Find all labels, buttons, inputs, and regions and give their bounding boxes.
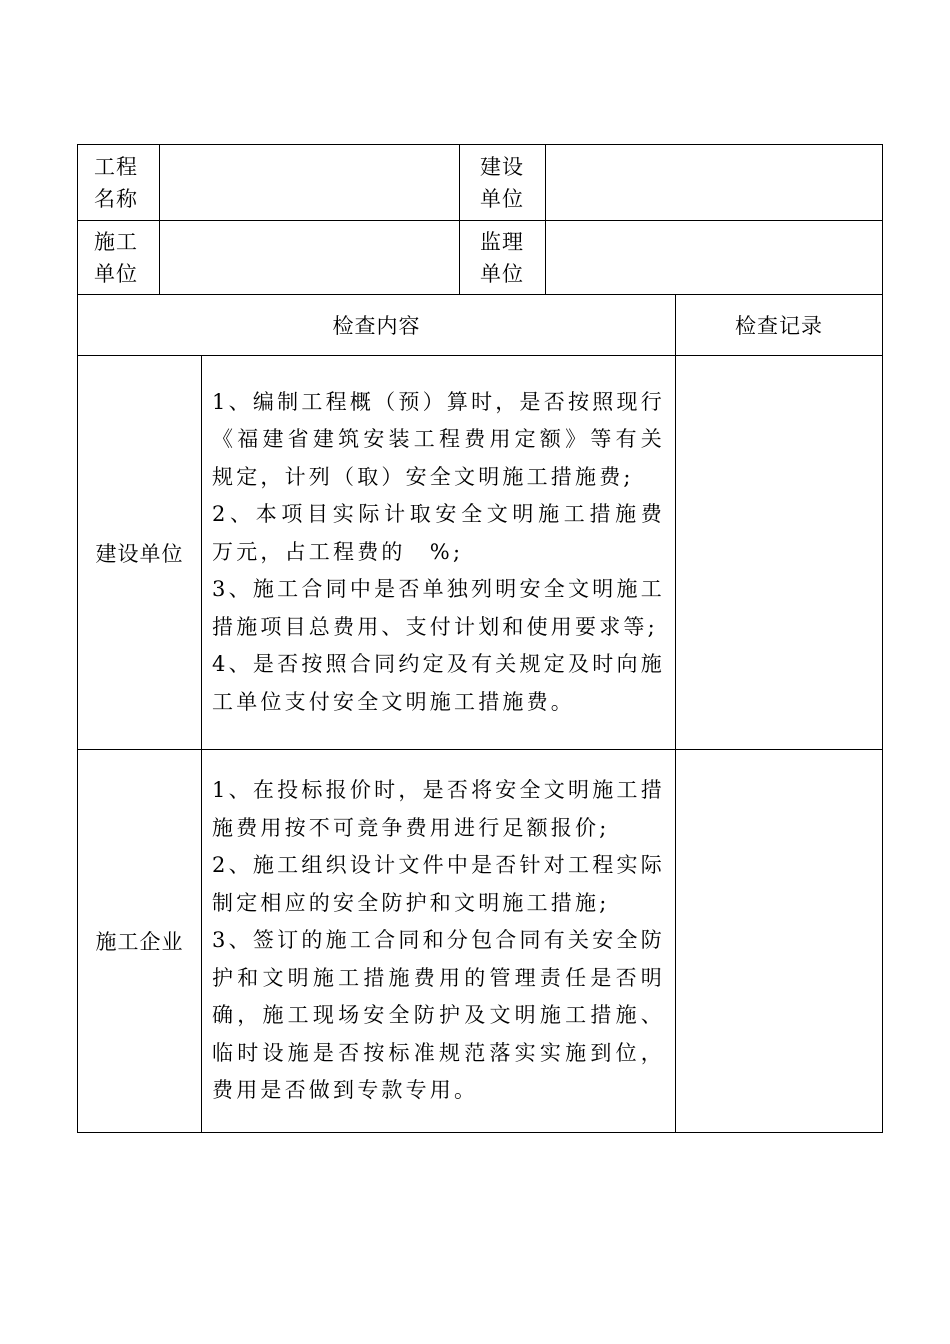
record-header: 检查记录 xyxy=(676,295,883,356)
check-item: 3、签订的施工合同和分包合同有关安全防护和文明施工措施费用的管理责任是否明确，施工现场安全防护及文明施工措施、临时设施是否按标准规范落实实施到位，费用是否做到专款专用。 xyxy=(212,928,665,1103)
content-header: 检查内容 xyxy=(78,295,676,356)
label-line: 单位 xyxy=(480,261,524,286)
info-row-contractor xyxy=(78,221,883,295)
construction-owner-label xyxy=(460,145,546,221)
section-label: 施工企业 xyxy=(78,750,202,1133)
info-row-project xyxy=(78,145,883,221)
contractor-label xyxy=(78,221,160,295)
label-line: 建设 xyxy=(480,154,524,179)
section-row-owner xyxy=(78,356,883,750)
check-item: 4、是否按照合同约定及有关规定及时向施工单位支付安全文明施工措施费。 xyxy=(212,652,665,714)
check-item: 3、施工合同中是否单独列明安全文明施工措施项目总费用、支付计划和使用要求等; xyxy=(212,577,665,639)
header-row xyxy=(78,295,883,356)
project-name-field[interactable] xyxy=(160,145,460,221)
record-field[interactable] xyxy=(676,356,883,750)
record-field[interactable] xyxy=(676,750,883,1133)
supervisor-field[interactable] xyxy=(546,221,883,295)
check-item: 2、施工组织设计文件中是否针对工程实际制定相应的安全防护和文明施工措施; xyxy=(212,853,665,915)
label-line: 监理 xyxy=(480,229,524,254)
section-content xyxy=(202,750,676,1133)
construction-owner-field[interactable] xyxy=(546,145,883,221)
section-label: 建设单位 xyxy=(78,356,202,750)
check-item: 1、在投标报价时，是否将安全文明施工措施费用按不可竞争费用进行足额报价; xyxy=(212,778,665,840)
check-item: 1、编制工程概（预）算时，是否按照现行《福建省建筑安装工程费用定额》等有关规定，计列（取）安全文明施工措施费; xyxy=(212,389,665,489)
contractor-field[interactable] xyxy=(160,221,460,295)
label-line: 名称 xyxy=(94,186,138,211)
project-name-label xyxy=(78,145,160,221)
label-line: 单位 xyxy=(94,261,138,286)
inspection-table xyxy=(77,144,883,1133)
label-line: 单位 xyxy=(480,186,524,211)
supervisor-label xyxy=(460,221,546,295)
label-line: 工程 xyxy=(94,154,138,179)
section-content xyxy=(202,356,714,750)
section-row-contractor xyxy=(78,750,883,1133)
check-item: 2、本项目实际计取安全文明施工措施费 万元，占工程费的 %; xyxy=(212,502,714,564)
label-line: 施工 xyxy=(94,229,138,254)
